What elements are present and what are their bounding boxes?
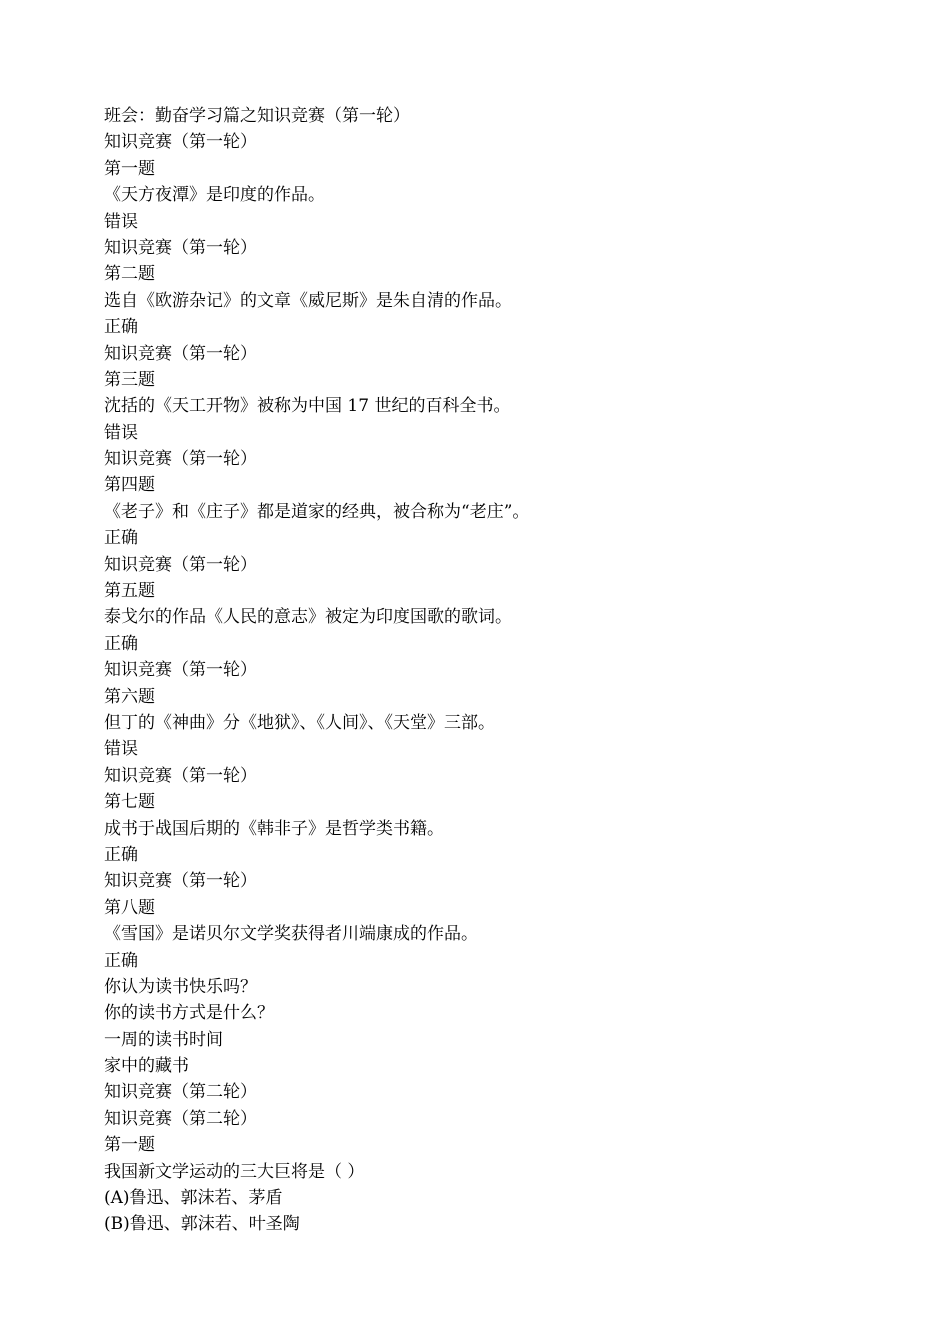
text-line: 知识竞赛（第一轮） (104, 554, 257, 575)
text-line: 知识竞赛（第一轮） (104, 449, 257, 470)
text-line: (A)鲁迅、郭沫若、茅盾 (104, 1188, 283, 1209)
text-line: 第三题 (104, 369, 155, 390)
text-line: 知识竞赛（第二轮） (104, 1108, 257, 1129)
text-line: 正确 (104, 633, 138, 654)
text-line: 泰戈尔的作品《人民的意志》被定为印度国歌的歌词。 (104, 607, 512, 628)
text-line: 知识竞赛（第一轮） (104, 765, 257, 786)
text-line: 你的读书方式是什么？ (104, 1003, 274, 1024)
text-line: 知识竞赛（第一轮） (104, 871, 257, 892)
text-line: 错误 (104, 211, 138, 232)
text-line: 正确 (104, 528, 138, 549)
text-line: 家中的藏书 (104, 1056, 189, 1077)
text-line: 《天方夜潭》是印度的作品。 (104, 185, 325, 206)
text-line: 知识竞赛（第一轮） (104, 132, 257, 153)
text-line: 第六题 (104, 686, 155, 707)
text-line: 你认为读书快乐吗？ (104, 976, 257, 997)
text-line: 正确 (104, 950, 138, 971)
text-line: 一周的读书时间 (104, 1029, 223, 1050)
text-line: 知识竞赛（第二轮） (104, 1082, 257, 1103)
text-line: 知识竞赛（第一轮） (104, 237, 257, 258)
text-line: 知识竞赛（第一轮） (104, 660, 257, 681)
text-line: 《老子》和《庄子》都是道家的经典，被合称为“老庄”。 (104, 501, 530, 522)
text-line: 选自《欧游杂记》的文章《威尼斯》是朱自清的作品。 (104, 290, 512, 311)
text-line: 第二题 (104, 264, 155, 285)
text-line: 错误 (104, 422, 138, 443)
text-line: 第一题 (104, 1135, 155, 1156)
text-line: 成书于战国后期的《韩非子》是哲学类书籍。 (104, 818, 444, 839)
text-line: 沈括的《天工开物》被称为中国 17 世纪的百科全书。 (104, 396, 511, 417)
text-line: 正确 (104, 844, 138, 865)
text-line: 班会：勤奋学习篇之知识竞赛（第一轮） (104, 106, 410, 126)
text-line: 正确 (104, 317, 138, 338)
text-line: 我国新文学运动的三大巨将是（ ） (104, 1161, 365, 1182)
text-line: 第八题 (104, 897, 155, 918)
text-line: (B)鲁迅、郭沫若、叶圣陶 (104, 1214, 300, 1235)
text-line: 第四题 (104, 475, 155, 496)
document-body (104, 103, 864, 1238)
text-line: 《雪国》是诺贝尔文学奖获得者川端康成的作品。 (104, 924, 478, 945)
text-line: 第七题 (104, 792, 155, 813)
text-line: 知识竞赛（第一轮） (104, 343, 257, 364)
text-line: 第五题 (104, 581, 155, 602)
text-line: 但丁的《神曲》分《地狱》、《人间》、《天堂》三部。 (104, 712, 495, 733)
text-line: 第一题 (104, 158, 155, 179)
text-line: 错误 (104, 739, 138, 760)
